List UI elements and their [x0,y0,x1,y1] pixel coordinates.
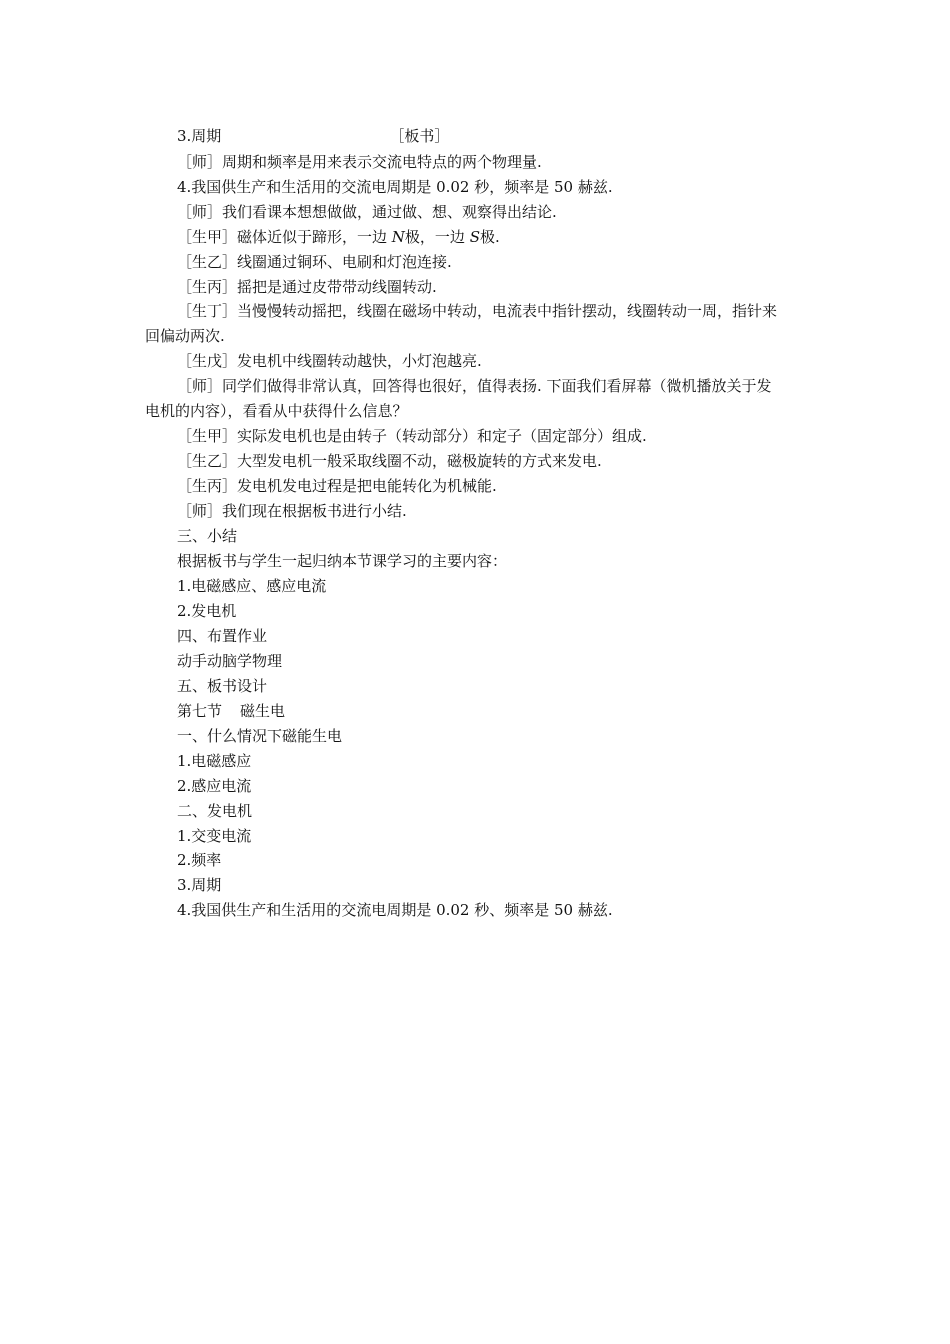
text-line: 根据板书与学生一起归纳本节课学习的主要内容： [177,552,508,570]
text-span: 极，一边 [404,228,470,246]
list-item: 4.我国供生产和生活用的交流电周期是 0.02 秒、频率是 50 赫兹. [177,901,613,919]
blackboard-tag: ［板书］ [389,127,450,145]
text-line: ［师］周期和频率是用来表示交流电特点的两个物理量. [177,153,542,171]
text-span: 极. [479,228,500,246]
text-span: 第七节 [177,702,223,720]
text-line: ［生甲］实际发电机也是由转子（转动部分）和定子（固定部分）组成. [177,427,647,445]
pole-s-label: S [469,228,480,246]
section-heading: 五、板书设计 [177,677,268,695]
text-line: ［生乙］线圈通过铜环、电刷和灯泡连接. [177,253,452,271]
text-line: ［生乙］大型发电机一般采取线圈不动，磁极旋转的方式来发电. [177,452,602,470]
text-line: ［师］我们看课本想想做做，通过做、想、观察得出结论. [177,203,557,221]
list-item: 3.周期 [177,876,222,894]
list-item: 2.感应电流 [177,777,252,795]
list-item: 2.发电机 [177,602,237,620]
text-line [177,126,449,146]
list-item: 1.电磁感应、感应电流 [177,577,327,595]
text-line: 回偏动两次. [145,327,225,345]
text-span: 磁生电 [240,702,286,720]
text-span: ［生甲］磁体近似于蹄形，一边 [177,228,392,246]
list-item: 2.频率 [177,851,222,869]
text-line: ［师］同学们做得非常认真，回答得也很好，值得表扬. 下面我们看屏幕（微机播放关于发 [177,377,772,395]
text-line: ［生丙］发电机发电过程是把电能转化为机械能. [177,477,497,495]
list-item: 一、什么情况下磁能生电 [177,727,343,745]
text-line: 动手动脑学物理 [177,652,283,670]
list-item: 二、发电机 [177,802,253,820]
text-line: ［师］我们现在根据板书进行小结. [177,502,407,520]
pole-n-label: N [391,228,405,246]
board-title [177,701,285,721]
section-heading: 三、小结 [177,527,238,545]
section-heading: 四、布置作业 [177,627,268,645]
text-line: ［生丁］当慢慢转动摇把，线圈在磁场中转动，电流表中指针摆动，线圈转动一周，指针来 [177,302,778,320]
list-item: 1.交变电流 [177,827,252,845]
text-line: ［生戊］发电机中线圈转动越快，小灯泡越亮. [177,352,482,370]
text-span: 3.周期 [177,127,222,145]
list-item: 1.电磁感应 [177,752,252,770]
text-line: ［生丙］摇把是通过皮带带动线圈转动. [177,278,437,296]
text-line: 4.我国供生产和生活用的交流电周期是 0.02 秒，频率是 50 赫兹. [177,178,613,196]
text-line [177,227,500,247]
text-line: 电机的内容），看看从中获得什么信息？ [145,402,408,420]
